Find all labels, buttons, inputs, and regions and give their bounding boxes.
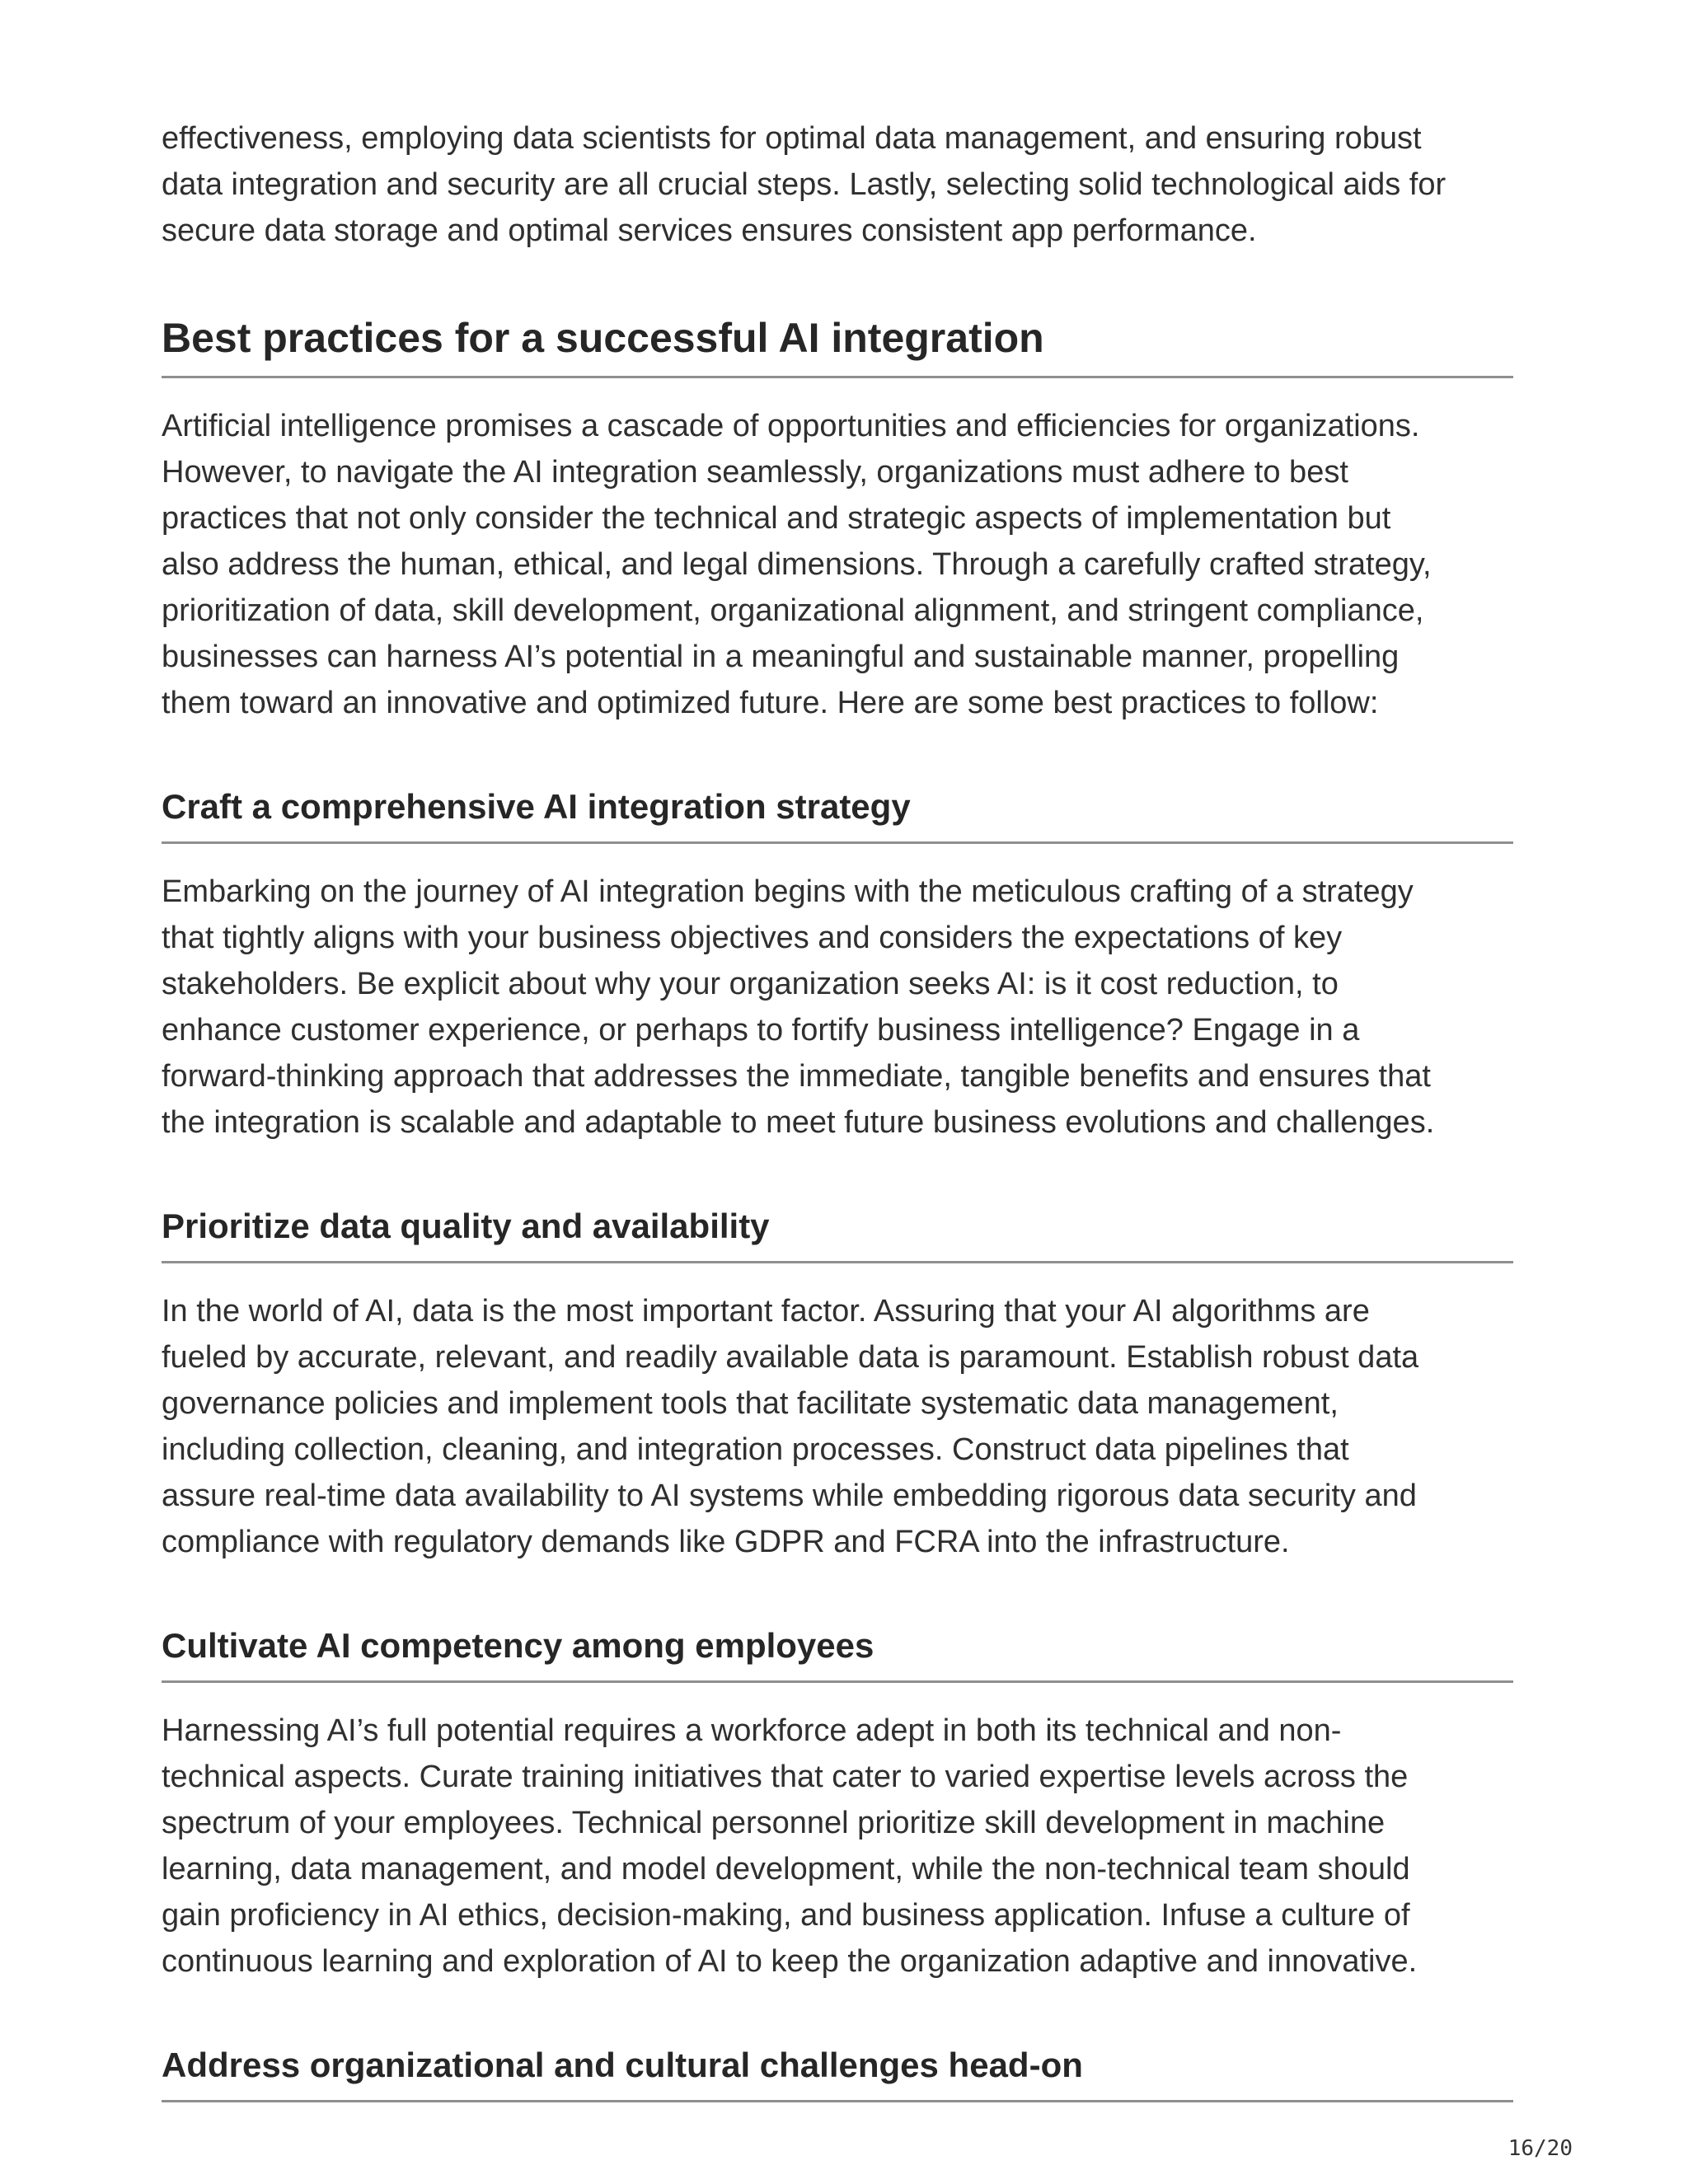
section-paragraph: Artificial intelligence promises a cascade of opportunities and efficiencies for organizations. However, to navigate the AI integration seamlessly, organizations must adhere to best practices that not only consider the technical and strategic aspects of implementation but also address the human, ethical, and legal dimensions. Through a carefully crafted strategy, prioritization of data, skill development, organizational alignment, and stringent compliance, businesses can harness AI’s potential in a meaningful and sustainable manner, propelling them toward an innovative and optimized future. Here are some best practices to follow:	[162, 409, 1432, 720]
document-page	[162, 115, 1513, 2102]
subsection-paragraph-competency: Harnessing AI’s full potential requires a workforce adept in both its technical and non- technical aspects. Curate training initiatives that cater to varied expertise levels across the spectrum of your employees. Technical personnel prioritize skill development in machine learning, data management, and model development, while the non-technical team should gain proficiency in AI ethics, decision-making, and business application. Infuse a culture of continuous learning and exploration of AI to keep the organization adaptive and innovative.	[162, 1713, 1418, 1979]
subsection-heading-cultural: Address organizational and cultural challenges head-on	[162, 2042, 1513, 2102]
page-number: 16/20	[1507, 2136, 1573, 2161]
subsection-heading-competency: Cultivate AI competency among employees	[162, 1623, 1513, 1683]
subsection-paragraph-strategy: Embarking on the journey of AI integration begins with the meticulous crafting of a strategy that tightly aligns with your business objectives and considers the expectations of key stakeholders. Be explicit about why your organization seeks AI: is it cost reduction, to enhance customer experience, or perhaps to fortify business intelligence? Engage in a forward-thinking approach that addresses the immediate, tangible benefits and ensures that the integration is scalable and adaptable to meet future business evolutions and challenges.	[162, 874, 1435, 1140]
intro-paragraph: effectiveness, employing data scientists for optimal data management, and ensuring robust data integration and security are all crucial steps. Lastly, selecting solid technological aids for secure data storage and optimal services ensures consistent app performance.	[162, 121, 1447, 248]
subsection-heading-data-quality: Prioritize data quality and availability	[162, 1203, 1513, 1263]
subsection-paragraph-data-quality: In the world of AI, data is the most important factor. Assuring that your AI algorithms are fueled by accurate, relevant, and readily available data is paramount. Establish robust data governance policies and implement tools that facilitate systematic data management, including collection, cleaning, and integration processes. Construct data pipelines that assure real-time data availability to AI systems while embedding rigorous data security and compliance with regulatory demands like GDPR and FCRA into the infrastructure.	[162, 1294, 1419, 1559]
section-heading: Best practices for a successful AI integration	[162, 312, 1513, 378]
subsection-heading-strategy: Craft a comprehensive AI integration strategy	[162, 784, 1513, 844]
